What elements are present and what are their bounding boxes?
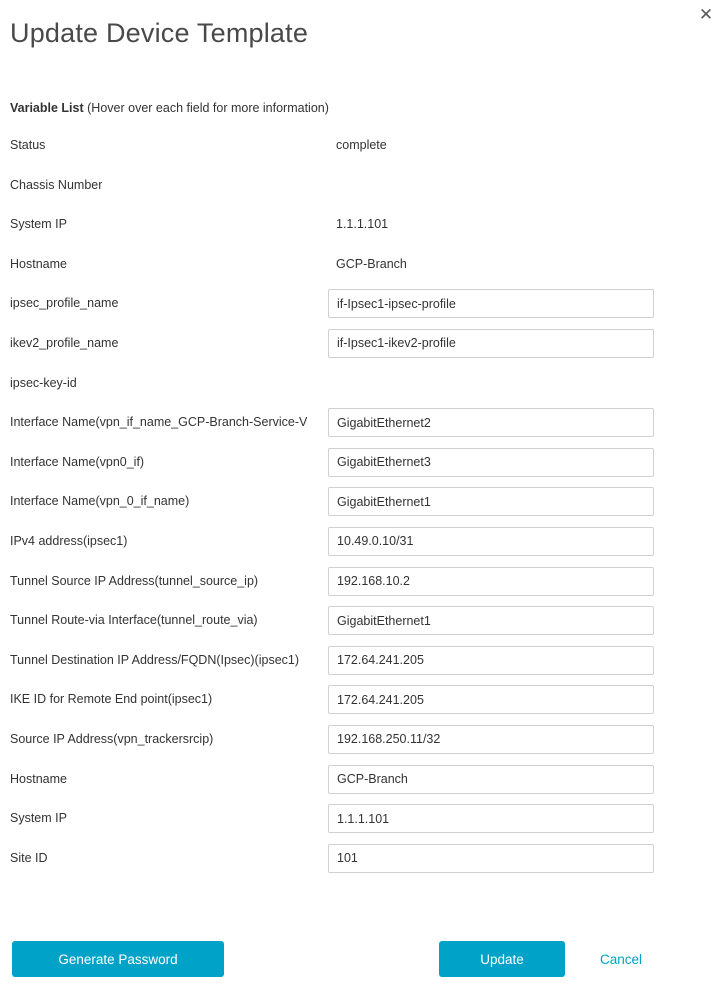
variable-input[interactable] (328, 765, 654, 794)
variable-input[interactable] (328, 646, 654, 675)
variable-input[interactable] (328, 408, 654, 437)
variable-input[interactable] (328, 527, 654, 556)
variable-row (0, 724, 727, 764)
variable-value: complete (336, 138, 387, 152)
variable-label: Source IP Address(vpn_trackersrcip) (10, 731, 214, 746)
close-icon[interactable]: ✕ (698, 5, 714, 24)
generate-password-button[interactable]: Generate Password (12, 941, 224, 977)
variable-label: System IP (10, 217, 67, 232)
variable-row (0, 209, 727, 249)
variable-input[interactable] (328, 448, 654, 477)
variable-row (0, 605, 727, 645)
variable-label: IPv4 address(ipsec1) (10, 533, 128, 548)
variable-label: Tunnel Route-via Interface(tunnel_route_via) (10, 613, 258, 628)
variable-label: System IP (10, 811, 67, 826)
page-title: Update Device Template (10, 18, 309, 48)
variable-label: ikev2_profile_name (10, 335, 119, 350)
variable-list-header (10, 101, 329, 115)
variable-label: Status (10, 138, 46, 152)
variable-label: ipsec_profile_name (10, 296, 119, 311)
variable-input[interactable] (328, 567, 654, 596)
variable-input[interactable] (328, 725, 654, 754)
cancel-button[interactable]: Cancel (600, 941, 642, 977)
variable-row (0, 764, 727, 804)
variable-label: Hostname (10, 771, 67, 786)
variable-label: IKE ID for Remote End point(ipsec1) (10, 692, 213, 707)
variable-row (0, 328, 727, 368)
variable-input[interactable] (328, 606, 654, 635)
variable-row (0, 170, 727, 210)
update-button[interactable]: Update (439, 941, 565, 977)
variable-rows (0, 130, 727, 882)
variable-row (0, 288, 727, 328)
variable-label: Tunnel Destination IP Address/FQDN(Ipsec)(ipsec1) (10, 652, 300, 667)
variable-label: Hostname (10, 256, 67, 271)
variable-row (0, 843, 727, 883)
variable-row (0, 447, 727, 487)
variable-list-hint: (Hover over each field for more information) (87, 101, 329, 115)
variable-input[interactable] (328, 685, 654, 714)
variable-label: Interface Name(vpn_0_if_name) (10, 494, 190, 509)
variable-label: Site ID (10, 850, 48, 865)
variable-row (0, 486, 727, 526)
variable-label: ipsec-key-id (10, 375, 77, 390)
variable-label: Interface Name(vpn0_if) (10, 454, 145, 469)
variable-label: Tunnel Source IP Address(tunnel_source_ip) (10, 573, 259, 588)
variable-row (0, 645, 727, 685)
variable-input[interactable] (328, 487, 654, 516)
variable-row (0, 407, 727, 447)
variable-input[interactable] (328, 804, 654, 833)
variable-row (0, 130, 727, 170)
dialog-footer (0, 941, 727, 977)
variable-row (0, 368, 727, 408)
variable-row (0, 566, 727, 606)
variable-row (0, 249, 727, 289)
variable-row (0, 803, 727, 843)
variable-row (0, 684, 727, 724)
variable-list-label: Variable List (10, 101, 84, 115)
variable-value: 1.1.1.101 (336, 217, 389, 232)
variable-label: Chassis Number (10, 177, 103, 192)
variable-label: Interface Name(vpn_if_name_GCP-Branch-Service-V (10, 415, 308, 430)
variable-value: GCP-Branch (336, 256, 407, 271)
variable-input[interactable] (328, 289, 654, 318)
variable-row (0, 526, 727, 566)
variable-input[interactable] (328, 844, 654, 873)
variable-input[interactable] (328, 329, 654, 358)
